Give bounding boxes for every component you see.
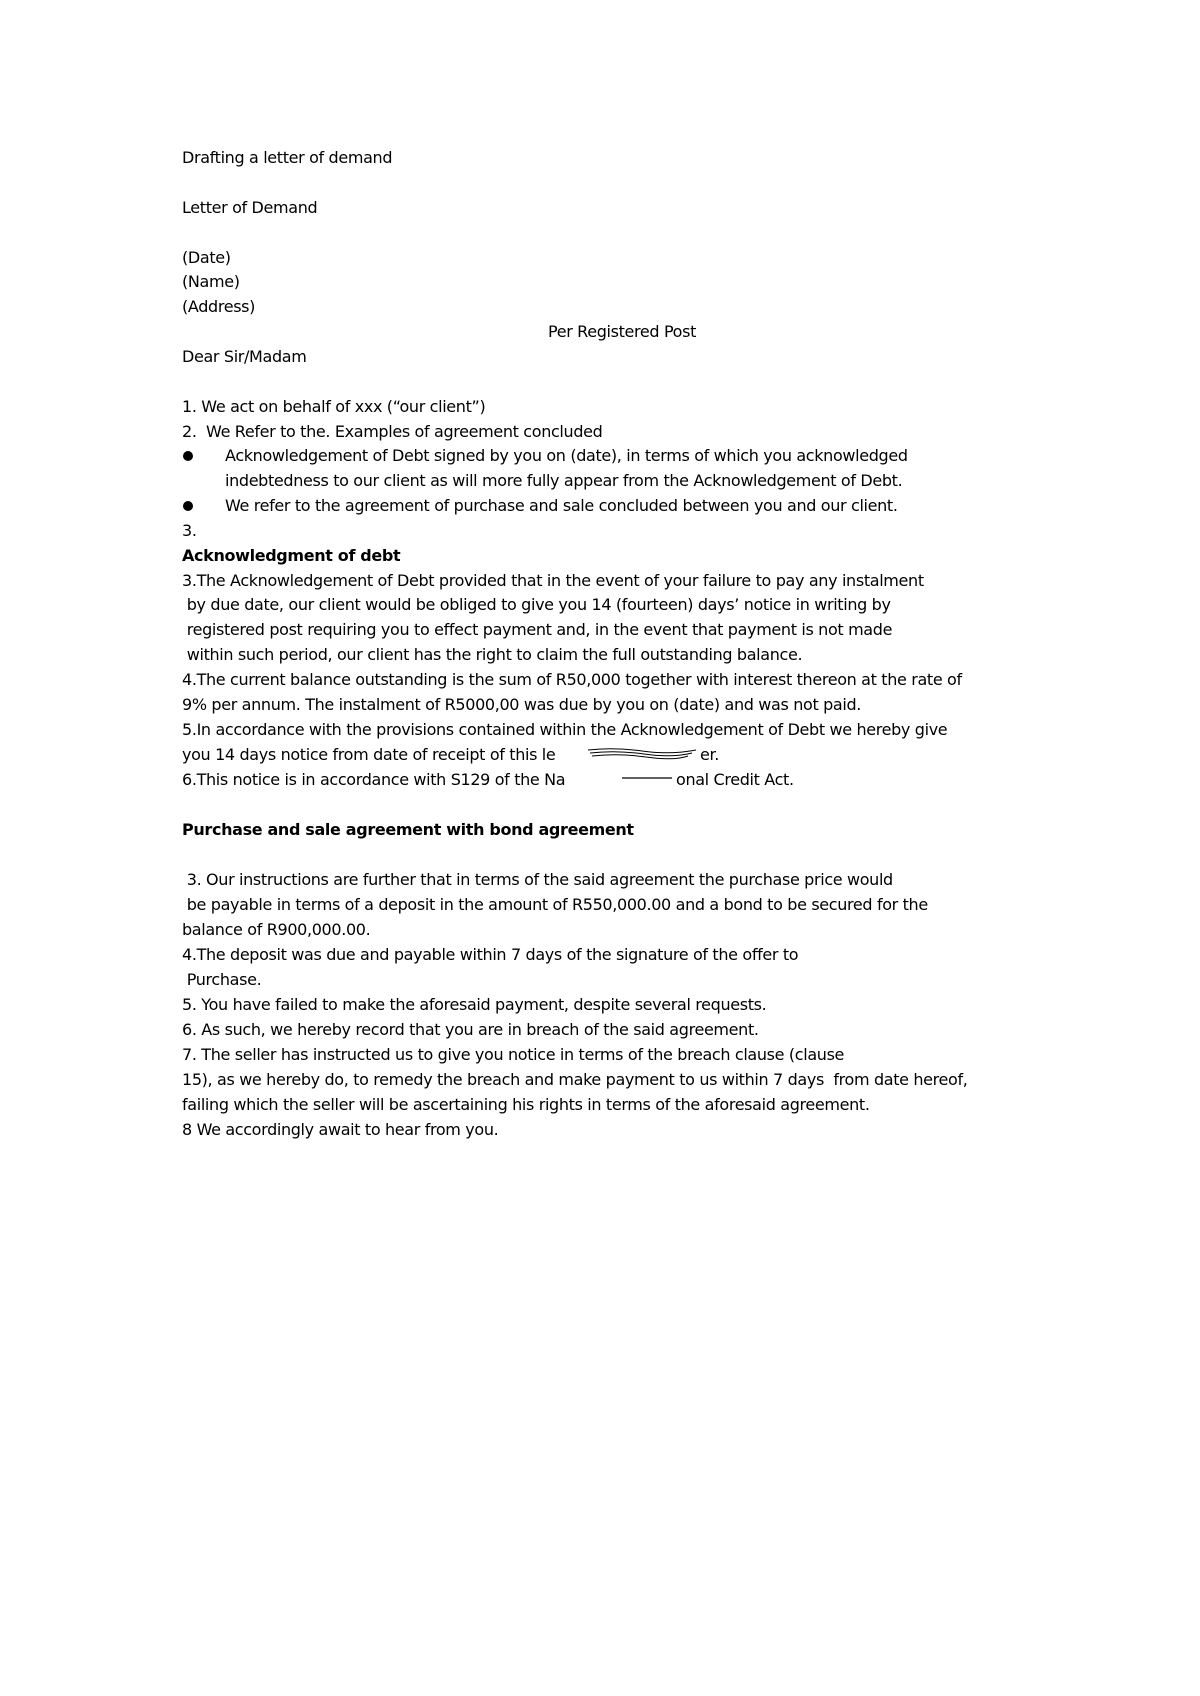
paragraph-line: 4.The current balance outstanding is the sum of R50,000 together with interest thereon at the rate of [182, 670, 962, 689]
paragraph-line: failing which the seller will be ascertaining his rights in terms of the aforesaid agreement. [182, 1095, 870, 1114]
paragraph-line: 4.The deposit was due and payable within 7 days of the signature of the offer to [182, 945, 799, 964]
paragraph-line: 3. Our instructions are further that in terms of the said agreement the purchase price would [182, 870, 893, 889]
bullet-1-line-2: indebtedness to our client as will more fully appear from the Acknowledgement of Debt. [225, 471, 903, 490]
name-placeholder: (Name) [182, 272, 240, 291]
document-heading: Drafting a letter of demand [182, 148, 393, 167]
bullet-icon [183, 501, 193, 511]
paragraph-line: you 14 days notice from date of receipt of this le [182, 745, 556, 764]
paragraph-line: 7. The seller has instructed us to give you notice in terms of the breach clause (clause [182, 1045, 845, 1064]
acknowledgment-section-title: Acknowledgment of debt [182, 546, 401, 565]
paragraph-line: be payable in terms of a deposit in the amount of R550,000.00 and a bond to be secured for the [182, 895, 928, 914]
paragraph-line: 5.In accordance with the provisions contained within the Acknowledgement of Debt we hereby give [182, 720, 948, 739]
bullet-2: We refer to the agreement of purchase and sale concluded between you and our client. [225, 496, 898, 515]
dash-mark [620, 770, 674, 786]
intro-item-3: 3. [182, 521, 197, 540]
paragraph-line: 5. You have failed to make the aforesaid payment, despite several requests. [182, 995, 767, 1014]
address-placeholder: (Address) [182, 297, 256, 316]
paragraph-line: 8 We accordingly await to hear from you. [182, 1120, 499, 1139]
purchase-section-title: Purchase and sale agreement with bond agreement [182, 820, 634, 839]
letter-title: Letter of Demand [182, 198, 318, 217]
paragraph-line: 6.This notice is in accordance with S129 of the Na [182, 770, 566, 789]
scribble-mark [586, 746, 698, 760]
intro-item-2: 2. We Refer to the. Examples of agreement concluded [182, 422, 603, 441]
paragraph-line: 3.The Acknowledgement of Debt provided that in the event of your failure to pay any instalment [182, 571, 924, 590]
bullet-icon [183, 451, 193, 461]
paragraph-line: within such period, our client has the right to claim the full outstanding balance. [182, 645, 803, 664]
paragraph-line: 15), as we hereby do, to remedy the breach and make payment to us within 7 days from date hereof, [182, 1070, 968, 1089]
paragraph-line-end: onal Credit Act. [676, 770, 794, 789]
paragraph-line-end: er. [700, 745, 719, 764]
intro-item-1: 1. We act on behalf of xxx (“our client”) [182, 397, 486, 416]
date-placeholder: (Date) [182, 248, 231, 267]
paragraph-line: Purchase. [182, 970, 262, 989]
bullet-1-line-1: Acknowledgement of Debt signed by you on (date), in terms of which you acknowledged [225, 446, 908, 465]
paragraph-line: by due date, our client would be obliged to give you 14 (fourteen) days’ notice in writing by [182, 595, 891, 614]
paragraph-line: registered post requiring you to effect payment and, in the event that payment is not made [182, 620, 893, 639]
delivery-method: Per Registered Post [548, 322, 697, 341]
salutation: Dear Sir/Madam [182, 347, 307, 366]
paragraph-line: 9% per annum. The instalment of R5000,00 was due by you on (date) and was not paid. [182, 695, 861, 714]
paragraph-line: 6. As such, we hereby record that you are in breach of the said agreement. [182, 1020, 759, 1039]
paragraph-line: balance of R900,000.00. [182, 920, 371, 939]
